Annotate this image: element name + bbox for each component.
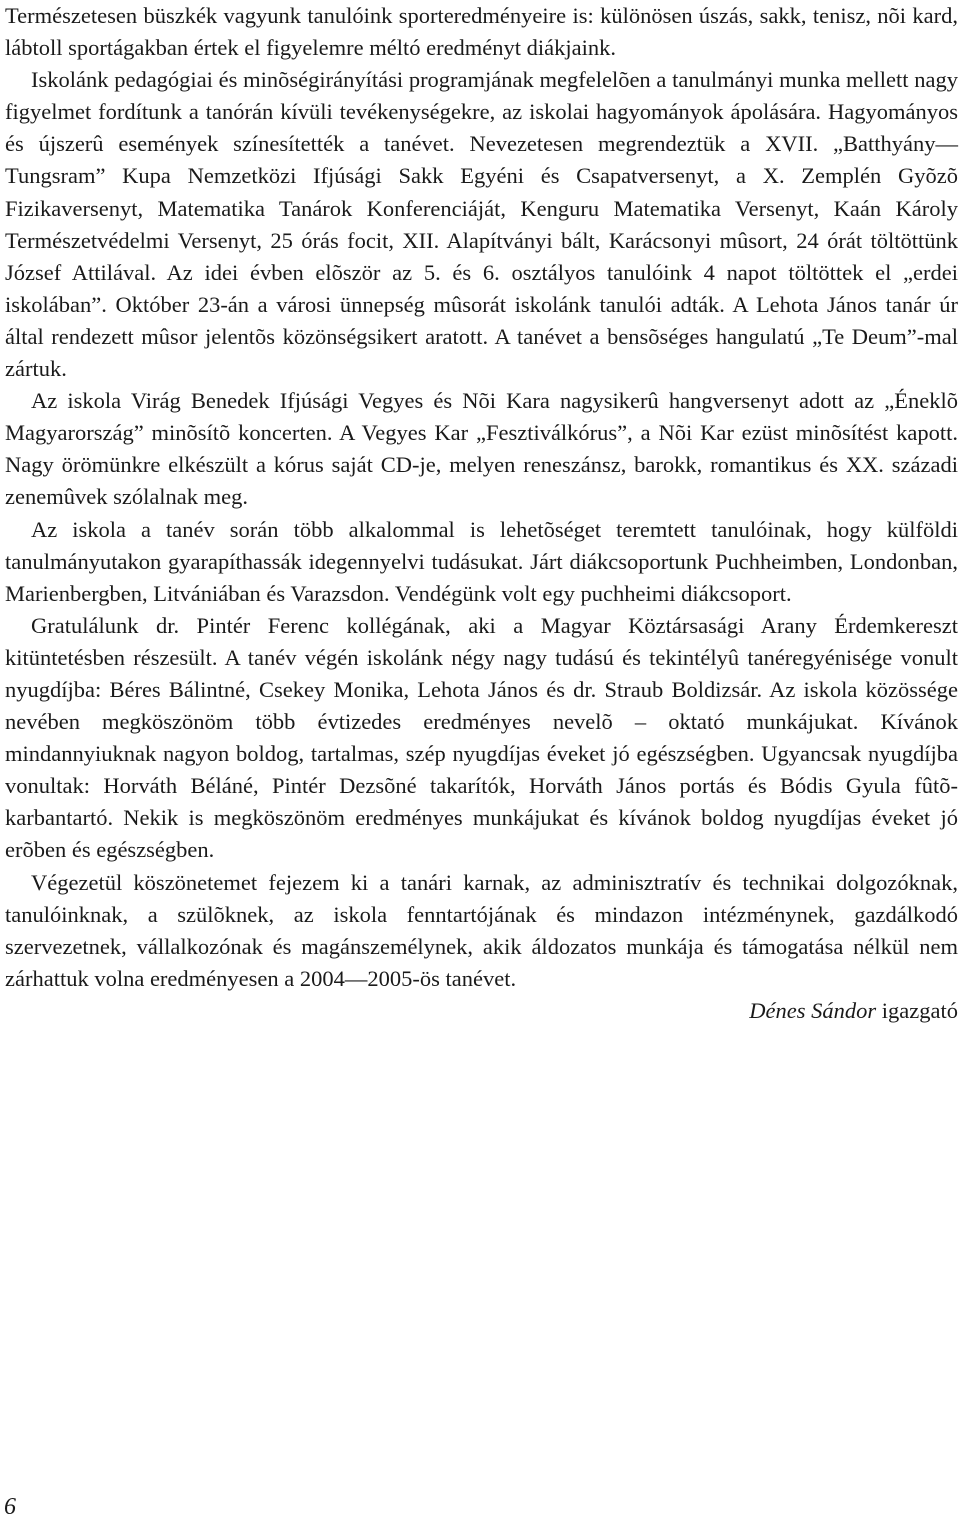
paragraph-retirements: Gratulálunk dr. Pintér Ferenc kollégának, aki a Magyar Köztársasági Arany Érdemkereszt kitüntetésben részesült. A tanév végén iskolánk négy nagy tudású és tekintélyû tanéregyénisége vonult nyugdíjba: Béres Bálintné, Csekey Monika, Lehota János és dr. Straub Boldizsár. Az iskola közössége nevében megköszönöm több évtizedes eredményes nevelõ – oktató munkájukat. Kívánok mindannyiuknak nagyon boldog, tartalmas, szép nyugdíjas éveket jó egészségben. Ugyancsak nyugdíjba vonultak: Horváth Béláné, Pintér Dezsõné takarítók, Horváth János portás és Bódis Gyula fûtõ-karbantartó. Nekik is megköszönöm eredményes munkájukat és kívánok boldog nyugdíjas éveket jó erõben és egészségben. (5, 612, 958, 863)
paragraph-programs: Iskolánk pedagógiai és minõségirányítási programjának megfelelõen a tanulmányi munka mellett nagy figyelmet fordítunk a tanórán kívüli tevékenységekre, az iskolai hagyományok ápolására. Hagyományos és újszerû események színesítették a tanévet. Nevezetesen megrendeztük a XVII. „Batthyány—Tungsram” Kupa Nemzetközi Ifjúsági Sakk Egyéni és Csapatversenyt, a X. Zemplén Gyõzõ Fizikaversenyt, Matematika Tanárok Konferenciáját, Kenguru Matematika Versenyt, Kaán Károly Természetvédelmi Versenyt, 25 órás focit, XII. Alapítványi bált, Karácsonyi mûsort, 24 órát töltöttünk József Attilával. Az idei évben elõször az 5. és 6. osztályos tanulóink 4 napot töltöttek el „erdei iskolában”. Október 23-án a városi ünnepség mûsorát iskolánk tanulói adták. A Lehota János tanár úr által rendezett mûsor jelentõs közönségsikert aratott. A tanévet a bensõséges hangulatú „Te Deum”-mal zártuk. (5, 67, 958, 382)
page-number: 6 (4, 1494, 16, 1520)
paragraph-study-trips: Az iskola a tanév során több alkalommal is lehetõséget teremtett tanulóinak, hogy külföldi tanulmányutakon gyarapíthassák idegennyelvi tudásukat. Járt diákcsoportunk Puchheimben, Londonban, Marienbergben, Litvániában és Varazsdon. Vendégünk volt egy puchheimi diákcsoport. (5, 516, 958, 606)
paragraph-sports: Természetesen büszkék vagyunk tanulóink sporteredményeire is: különösen úszás, sakk, tenisz, nõi kard, lábtoll sportágakban értek el figyelemre méltó eredményt diákjaink. (5, 3, 958, 61)
signature-name: Dénes Sándor (749, 997, 877, 1023)
document-body (5, 0, 958, 1027)
signature (5, 995, 958, 1027)
signature-title: igazgató (881, 997, 958, 1023)
paragraph-choir: Az iskola Virág Benedek Ifjúsági Vegyes és Nõi Kara nagysikerû hangversenyt adott az „Éneklõ Magyarország” minõsítõ koncerten. A Vegyes Kar „Fesztiválkórus”, a Nõi Kar ezüst minõsítést kapott. Nagy örömünkre elkészült a kórus saját CD-je, melyen reneszánsz, barokk, romantikus és XX. századi zenemûvek szólalnak meg. (5, 388, 958, 510)
paragraph-thanks: Végezetül köszönetemet fejezem ki a tanári karnak, az adminisztratív és technikai dolgozóknak, tanulóinknak, a szülõknek, az iskola fenntartójának és mindazon intézménynek, gazdálkodó szervezetnek, vállalkozónak és magánszemélynek, akik áldozatos munkája és támogatása nélkül nem zárhattuk volna eredményesen a 2004—2005-ös tanévet. (5, 869, 958, 991)
